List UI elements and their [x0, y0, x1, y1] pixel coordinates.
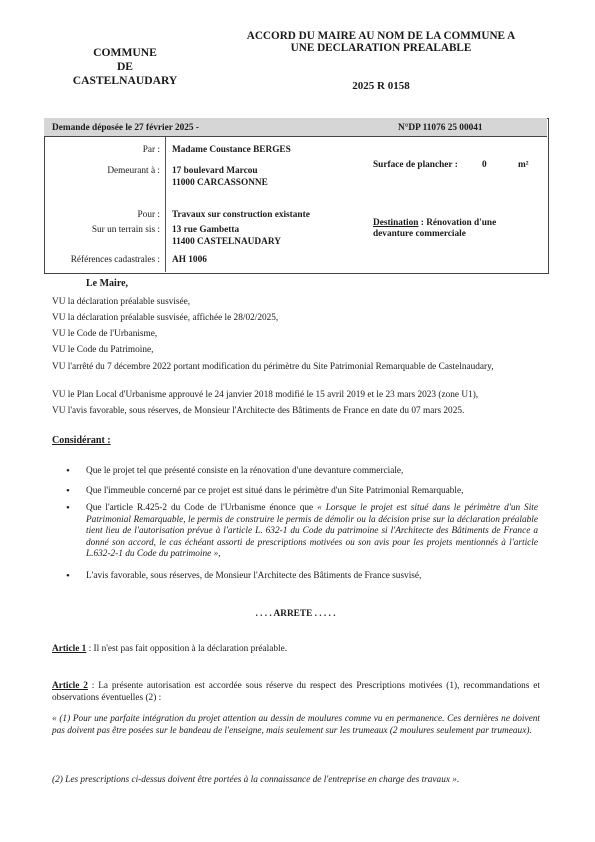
- document-title: [218, 30, 544, 54]
- destination-label: Destination: [373, 218, 419, 228]
- vu-line: VU le Code de l'Urbanisme,: [52, 329, 158, 339]
- article-2: Article 2 : La présente autorisation est accordée sous réserve du respect des Prescriptions motivées (1), recommandations et observations éventuelles (2) :: [52, 681, 540, 703]
- bullet-item: L'avis favorable, sous réserves, de Monsieur l'Architecte des Bâtiments de France susvisé,: [86, 571, 422, 581]
- address-line-2: 11000 CARCASSONNE: [172, 178, 268, 188]
- bullet-icon: •: [66, 570, 70, 582]
- arrete-heading: . . . . ARRETE . . . . .: [255, 609, 336, 619]
- le-maire: Le Maire,: [86, 278, 129, 289]
- prescription-2: (2) Les prescriptions ci-dessus doivent être portées à la connaissance de l'entreprise en charge des travaux ».: [52, 775, 460, 785]
- cadastre-value: AH 1006: [172, 255, 207, 265]
- vu-line: VU l'avis favorable, sous réserves, de Monsieur l'Architecte des Bâtiments de France en date du 07 mars 2025.: [52, 406, 465, 416]
- surface-label: Surface de plancher :: [373, 160, 458, 170]
- address-label: Demeurant à :: [107, 166, 160, 176]
- vu-line: VU le Code du Patrimoine,: [52, 345, 154, 355]
- bullet-item: Que le projet tel que présenté consiste en la rénovation d'une devanture commerciale,: [86, 466, 404, 476]
- destination-block: [373, 218, 533, 240]
- dp-number: N°DP 11076 25 00041: [398, 123, 483, 133]
- bullet-icon: •: [66, 465, 70, 477]
- commune-line: CASTELNAUDARY: [72, 74, 178, 87]
- cadastre-label: Références cadastrales :: [70, 255, 160, 265]
- bullet-icon: •: [66, 485, 70, 497]
- article-1: Article 1 : Il n'est pas fait opposition à la déclaration préalable.: [52, 644, 288, 654]
- vu-line: VU le Plan Local d'Urbanisme approuvé le 24 janvier 2018 modifié le 15 avril 2019 et le 23 mars 2023 (zone U1),: [52, 390, 479, 400]
- bullet-icon: •: [66, 502, 70, 514]
- bullet-item: Que l'article R.425-2 du Code de l'Urbanisme énonce que « Lorsque le projet est situé dans le périmètre d'un Site Patrimonial Remarquable, le permis de construire le permis de démolir ou la décision prise sur la déclaration préalable tient lieu de l'autorisation prévue à l'article L. 632-1 du Code du patrimoine si l'Architecte des Bâtiments de France a donné son accord, le cas échéant assorti de prescriptions motivées ou son avis pour les projets mentionnés à l'article L.632-2-1 du Code du patrimoine »,: [86, 503, 538, 559]
- reference-number: 2025 R 0158: [352, 80, 410, 92]
- prescription-1: « (1) Pour une parfaite intégration du projet attention au dessin de moulures comme vu en permanence. Ces dernières ne doivent pas doivent pas être posées sur le bandeau de l'enseigne, mais seulement sur les trumeaux (2 moulures seulement par trumeaux).: [52, 714, 540, 736]
- land-label: Sur un terrain sis :: [91, 225, 160, 235]
- address-line-1: 17 boulevard Marcou: [172, 166, 258, 176]
- land-line-1: 13 rue Gambetta: [172, 225, 240, 235]
- deposit-date: Demande déposée le 27 février 2025 -: [52, 123, 199, 133]
- bullet-item: Que l'immeuble concerné par ce projet est situé dans le périmètre d'un Site Patrimonial Remarquable,: [86, 486, 464, 496]
- considerant-heading: Considérant :: [52, 435, 111, 446]
- title-line-1: ACCORD DU MAIRE AU NOM DE LA COMMUNE A: [246, 30, 516, 42]
- vu-line: VU l'arrêté du 7 décembre 2022 portant modification du périmètre du Site Patrimonial Remarquable de Castelnaudary,: [52, 362, 494, 372]
- commune-line: COMMUNE: [93, 46, 157, 59]
- vu-line: VU la déclaration préalable susvisée,: [52, 297, 191, 307]
- surface-unit: m²: [518, 160, 529, 170]
- commune-block: [40, 46, 210, 88]
- land-line-2: 11400 CASTELNAUDARY: [172, 237, 281, 247]
- column-divider: [165, 137, 166, 272]
- title-line-2: UNE DECLARATION PREALABLE: [290, 42, 472, 54]
- purpose-label: Pour :: [137, 210, 160, 220]
- commune-line: DE: [116, 60, 134, 73]
- request-info-box: [44, 118, 549, 274]
- surface-value: 0: [482, 160, 487, 170]
- par-label: Par :: [142, 145, 160, 155]
- vu-line: VU la déclaration préalable susvisée, affichée le 28/02/2025,: [52, 313, 279, 323]
- destination-value: : Rénovation d'une devanture commerciale: [373, 218, 497, 239]
- applicant-name: Madame Coustance BERGES: [172, 145, 291, 155]
- purpose-value: Travaux sur construction existante: [172, 210, 310, 220]
